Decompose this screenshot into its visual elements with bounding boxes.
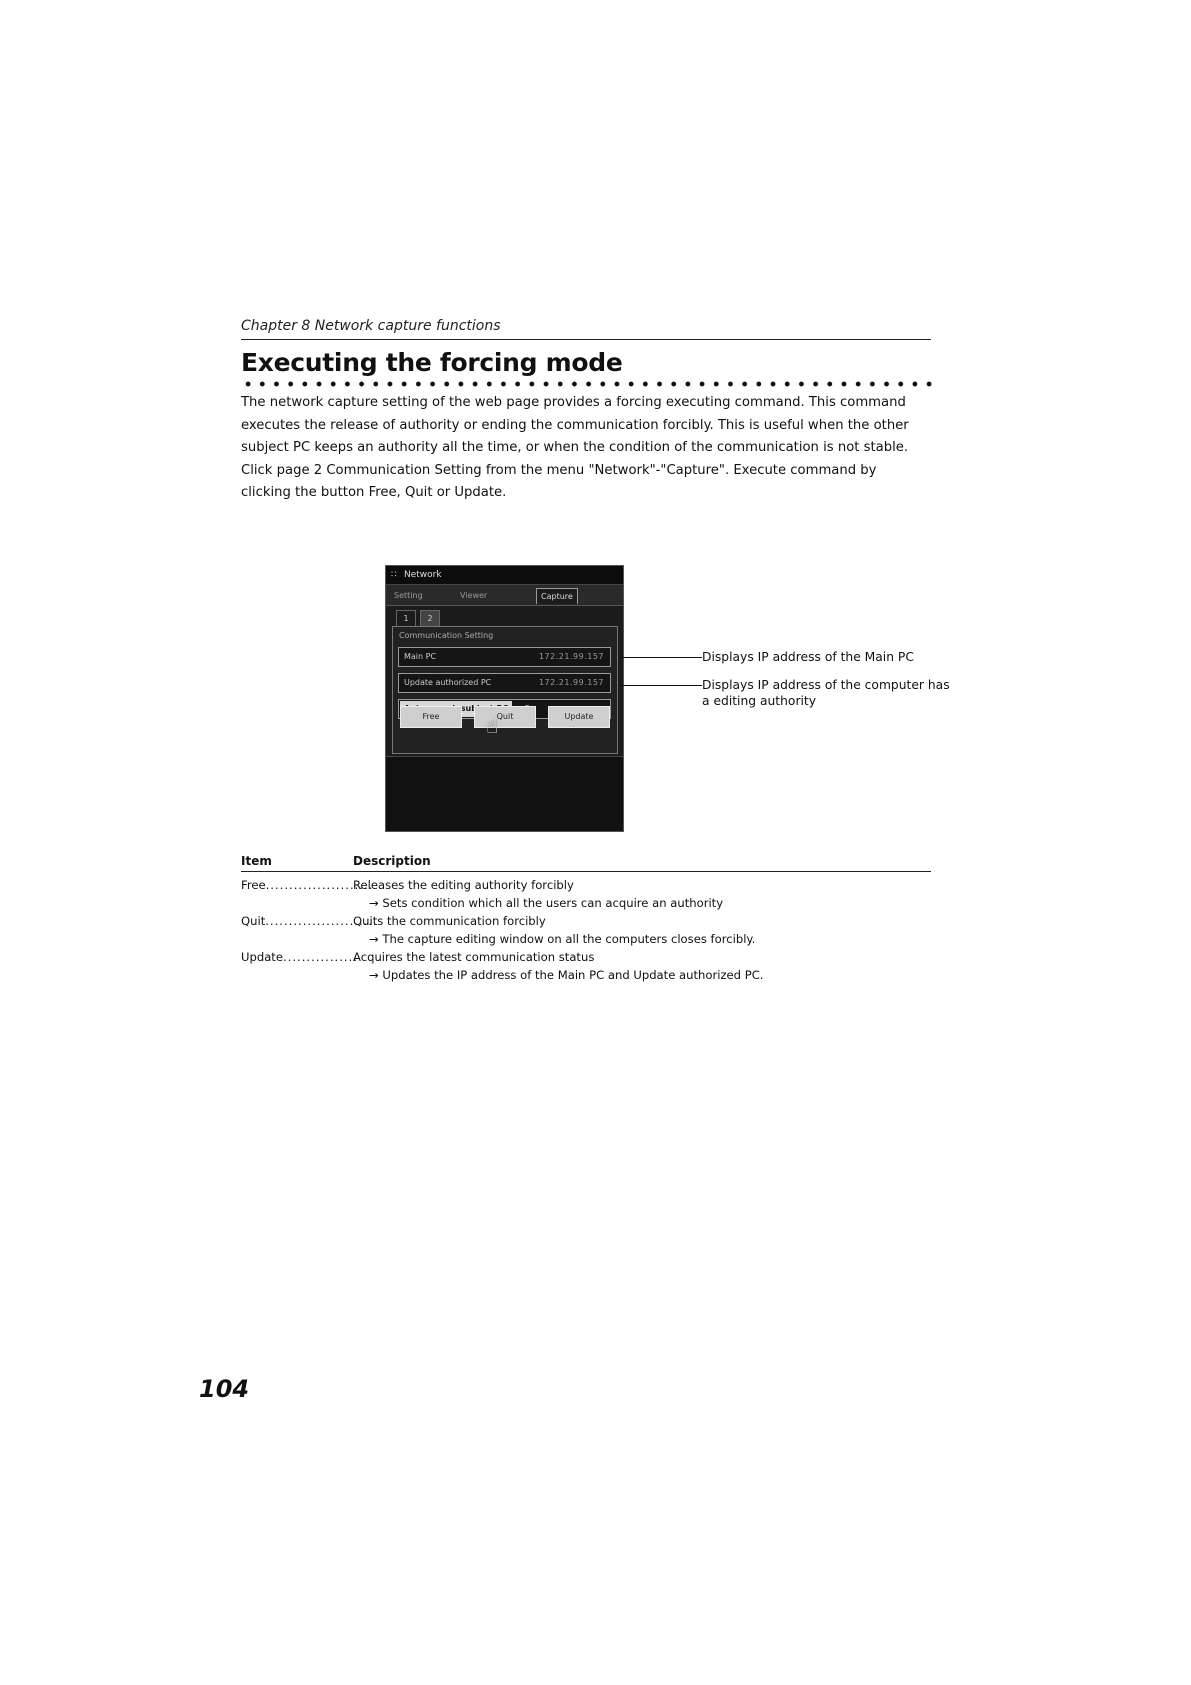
page-number: 104 — [199, 1375, 250, 1403]
intro-line: subject PC keeps an authority all the time, or when the condition of the communication is not stable. — [241, 440, 909, 456]
callout-authority-line: Displays IP address of the computer has — [702, 678, 950, 692]
callout-line-main-pc — [620, 657, 702, 658]
table-note: → The capture editing window on all the computers closes forcibly. — [369, 931, 756, 946]
main-pc-label: Main PC — [404, 652, 437, 661]
table-header-rule — [241, 871, 931, 872]
table-item: Free....................... — [241, 878, 374, 892]
free-button[interactable]: Free — [400, 706, 462, 728]
page-tab-1[interactable]: 1 — [396, 610, 416, 626]
page-tab-2[interactable]: 2 — [420, 610, 440, 626]
panel-title: Communication Setting — [399, 631, 494, 640]
intro-paragraph — [241, 392, 933, 505]
intro-line: clicking the button Free, Quit or Update. — [241, 485, 507, 501]
table-item: Quit........................ — [241, 914, 378, 928]
window-titlebar — [386, 566, 623, 585]
table-header-item: Item — [241, 854, 272, 868]
hand-cursor-icon: ☝ — [486, 714, 499, 738]
quit-button[interactable]: Quit — [474, 706, 536, 728]
intro-line: executes the release of authority or ending the communication forcibly. This is useful when the other — [241, 417, 909, 433]
network-capture-screenshot — [385, 565, 624, 832]
table-header-description: Description — [353, 854, 431, 868]
dotted-divider — [241, 380, 933, 388]
callout-authority — [702, 677, 950, 709]
callout-line-authority — [620, 685, 702, 686]
item-name: Update — [241, 950, 283, 964]
chapter-header: Chapter 8 Network capture functions — [241, 318, 501, 334]
intro-line: Click page 2 Communication Setting from the menu "Network"-"Capture". Execute command by — [241, 462, 877, 478]
item-name: Free — [241, 878, 266, 892]
main-pc-ip: 172.21.99.157 — [538, 652, 604, 661]
intro-line: The network capture setting of the web page provides a forcing executing command. This command — [241, 395, 906, 410]
tab-bar — [386, 585, 623, 606]
update-authorized-pc-label: Update authorized PC — [404, 678, 492, 687]
tab-viewer[interactable]: Viewer — [460, 591, 488, 600]
grid-icon: ∷ — [391, 570, 397, 580]
update-authorized-pc-row — [398, 673, 611, 693]
callout-authority-line: a editing authority — [702, 694, 817, 708]
tab-capture[interactable]: Capture — [536, 588, 578, 604]
main-pc-row — [398, 647, 611, 667]
table-item: Update................ — [241, 950, 358, 964]
item-name: Quit — [241, 914, 266, 928]
communication-setting-panel — [392, 626, 618, 754]
update-button[interactable]: Update — [548, 706, 610, 728]
window-title: Network — [404, 570, 442, 580]
update-authorized-pc-ip: 172.21.99.157 — [538, 678, 604, 687]
table-desc: Releases the editing authority forcibly — [353, 878, 574, 892]
callout-main-pc: Displays IP address of the Main PC — [702, 650, 914, 664]
tab-setting[interactable]: Setting — [394, 591, 423, 600]
lower-panel — [386, 756, 623, 832]
table-desc: Quits the communication forcibly — [353, 914, 546, 928]
section-title: Executing the forcing mode — [241, 348, 623, 377]
table-note: → Updates the IP address of the Main PC and Update authorized PC. — [369, 967, 764, 982]
header-rule — [241, 339, 931, 340]
table-note: → Sets condition which all the users can acquire an authority — [369, 895, 724, 910]
table-desc: Acquires the latest communication status — [353, 950, 595, 964]
